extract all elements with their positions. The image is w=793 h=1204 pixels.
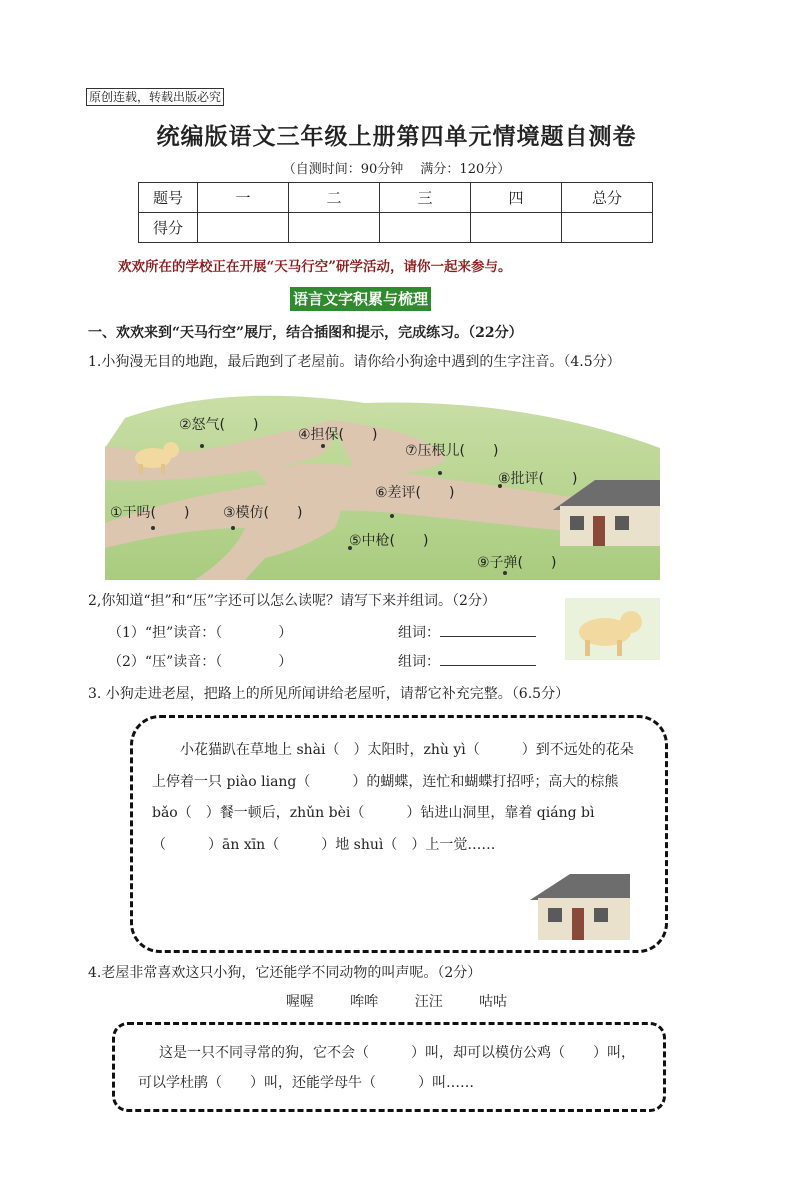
- house-illustration: [530, 868, 630, 943]
- path-map-illustration: [105, 388, 660, 580]
- score-header-cell: 四: [471, 183, 562, 213]
- section-banner: 语言文字积累与梳理: [290, 287, 431, 311]
- score-cell[interactable]: [198, 213, 289, 243]
- score-row-label: 得分: [139, 213, 198, 243]
- intro-text: 欢欢所在的学校正在开展“天马行空”研学活动，请你一起来参与。: [118, 259, 512, 275]
- q3-paragraph: 小花猫趴在草地上 shài（ ）太阳时，zhù yì（ ）到不远处的花朵上停着一只 piào liang（ ）的蝴蝶，连忙和蝴蝶打招呼；高大的棕熊 bǎo（ ）餐一顿后，zhǔn bèi（ ）钻进山洞里，靠着 qiáng bì（ ）ān xīn（ ）地 shuì（ ）上一觉……: [152, 742, 634, 853]
- question-4: 4.老屋非常喜欢这只小狗，它还能学不同动物的叫声呢。（2分）: [88, 965, 482, 981]
- q2-row-1-word: [398, 622, 536, 642]
- dog-illustration: [565, 598, 660, 660]
- question-1: 1.小狗漫无目的地跑，最后跑到了老屋前。请你给小狗途中遇到的生字注音。（4.5分）: [88, 354, 621, 370]
- map-word-4: ④担保( ): [298, 427, 378, 443]
- q4-paragraph: 这是一只不同寻常的狗，它不会（ ）叫，却可以模仿公鸡（ ）叫，可以学杜鹃（ ）叫，还能学母牛（ ）叫……: [138, 1045, 635, 1091]
- map-word-8: ⑧批评( ): [498, 471, 578, 487]
- page-subtitle: （自测时间：90分钟 满分：120分）: [282, 162, 511, 177]
- question-2: 2,你知道“担”和“压”字还可以怎么读呢？请写下来并组词。（2分）: [88, 593, 496, 609]
- map-word-1: ①干吗( ): [110, 505, 190, 521]
- sound-option: 哞哞: [350, 994, 379, 1010]
- score-header-cell: 题号: [139, 183, 198, 213]
- sound-option: 汪汪: [414, 994, 443, 1010]
- page-title: 统编版语文三年级上册第四单元情境题自测卷: [156, 123, 637, 150]
- q2-word-label: 组词：: [398, 654, 440, 670]
- section-1-heading: 一、欢欢来到“天马行空”展厅，结合插图和提示，完成练习。（22分）: [88, 325, 523, 341]
- question-3: 3. 小狗走进老屋，把路上的所见所闻讲给老屋听，请帮它补充完整。（6.5分）: [88, 686, 570, 702]
- copyright-tag: 原创连载，转载出版必究: [86, 88, 224, 106]
- score-table-header-row: [139, 183, 653, 213]
- map-word-5: ⑤中枪( ): [349, 533, 429, 549]
- score-cell[interactable]: [471, 213, 562, 243]
- score-cell[interactable]: [562, 213, 653, 243]
- sound-option: 喔喔: [285, 994, 314, 1010]
- map-word-7: ⑦压根儿( ): [405, 443, 499, 459]
- score-cell[interactable]: [380, 213, 471, 243]
- score-header-cell: 总分: [562, 183, 653, 213]
- q2-word-answer-line[interactable]: [440, 624, 536, 637]
- q2-row-1-label: （1）“担”读音：（ ）: [108, 625, 293, 641]
- q2-word-label: 组词：: [398, 625, 440, 641]
- score-table: [138, 182, 653, 243]
- score-header-cell: 二: [289, 183, 380, 213]
- q2-row-2-word: [398, 651, 536, 671]
- score-header-cell: 三: [380, 183, 471, 213]
- score-header-cell: 一: [198, 183, 289, 213]
- score-table-score-row: [139, 213, 653, 243]
- q2-word-answer-line[interactable]: [440, 653, 536, 666]
- score-cell[interactable]: [289, 213, 380, 243]
- q2-row-2-label: （2）“压”读音：（ ）: [108, 654, 293, 670]
- q4-sound-options: [0, 991, 793, 1011]
- map-word-3: ③模仿( ): [223, 505, 303, 521]
- sound-option: 咕咕: [479, 994, 508, 1010]
- map-word-9: ⑨子弹( ): [477, 555, 557, 571]
- map-word-2: ②怒气( ): [179, 417, 259, 433]
- map-word-6: ⑥差评( ): [375, 485, 455, 501]
